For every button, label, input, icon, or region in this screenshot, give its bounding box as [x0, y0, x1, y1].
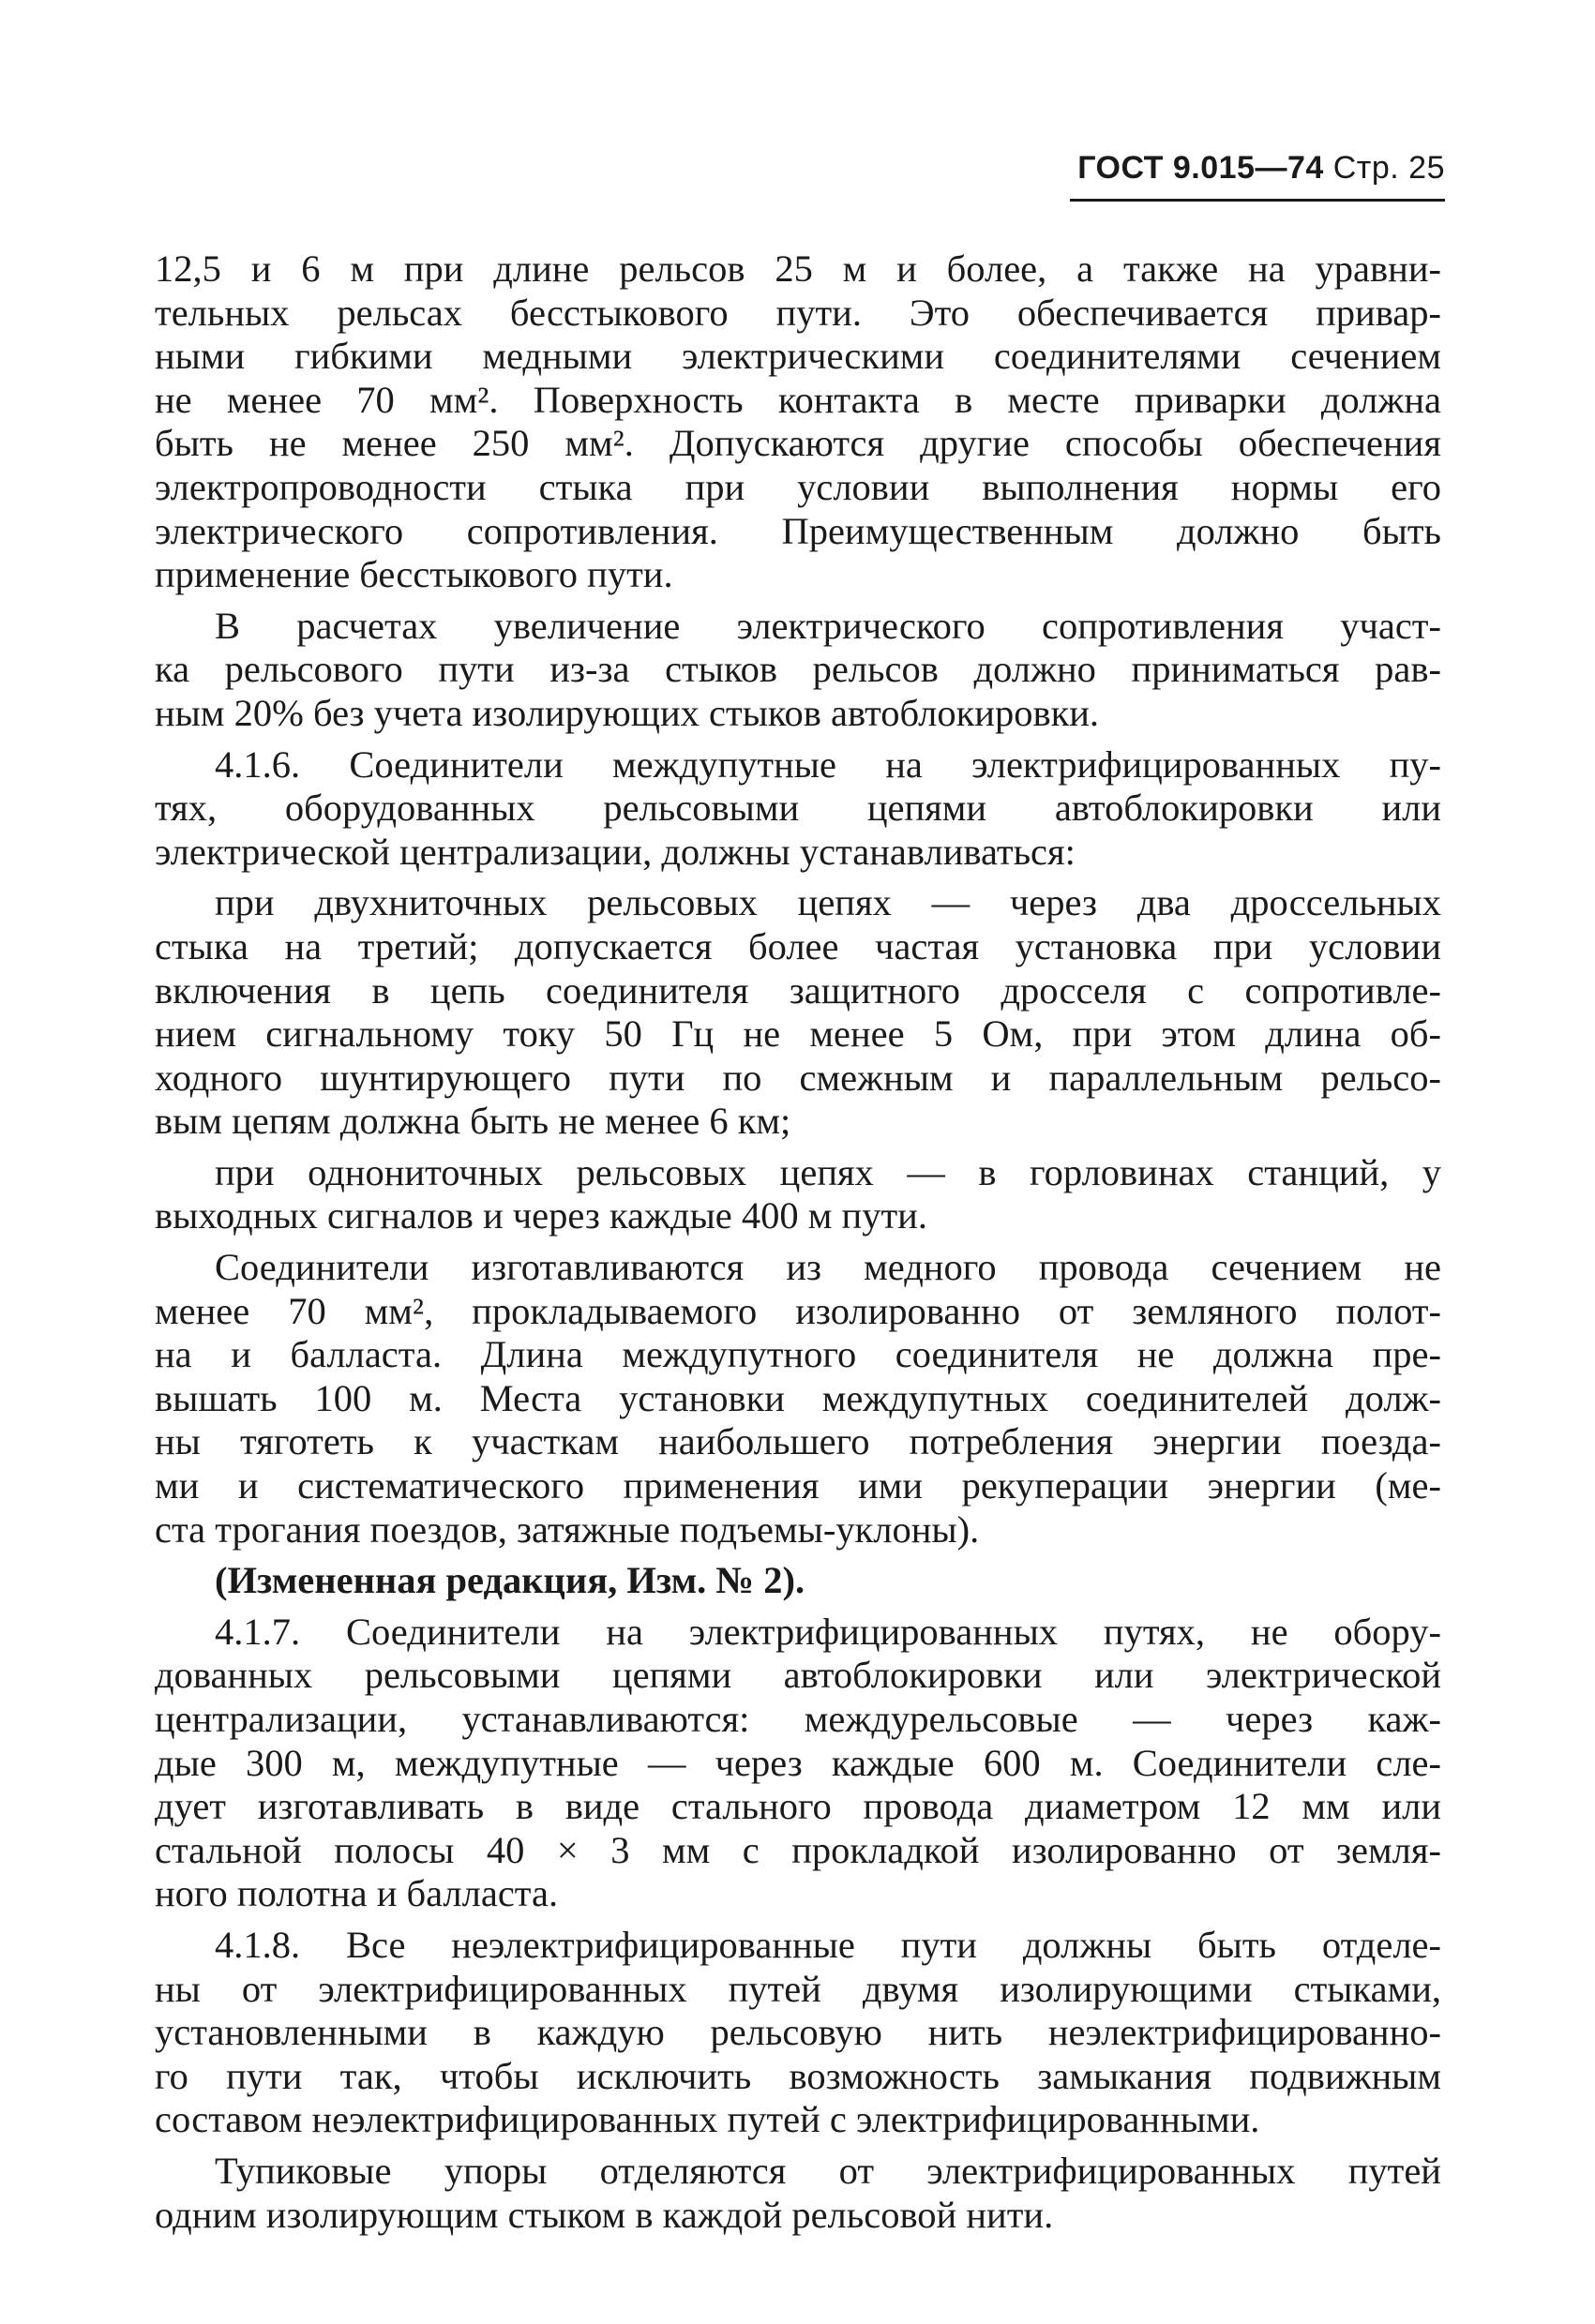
text-line: Тупиковые упоры отделяются от электрифицированных путей — [215, 2149, 1441, 2192]
text-line: В расчетах увеличение электрического сопротивления участ- — [215, 604, 1441, 647]
text-line: ными гибкими медными электрическими соединителями сечением — [155, 335, 1441, 378]
text-line: электрической централизации, должны устанавливаться: — [155, 830, 1076, 873]
text-line: быть не менее 250 мм². Допускаются другие способы обеспечения — [155, 422, 1441, 465]
text-line: ми и систематического применения ими рекуперации энергии (ме- — [155, 1464, 1441, 1507]
text-line: стыка на третий; допускается более частая установка при условии — [155, 924, 1441, 967]
text-line: составом неэлектрифицированных путей с электрифицированными. — [155, 2098, 1260, 2141]
text-line: централизации, устанавливаются: междурельсовые — через каж- — [155, 1698, 1441, 1740]
text-line: при однониточных рельсовых цепях — в горловинах станций, у — [215, 1150, 1441, 1193]
text-line: 4.1.8. Все неэлектрифицированные пути должны быть отделе- — [215, 1923, 1441, 1966]
paragraph — [155, 605, 1441, 736]
text-line: ста трогания поездов, затяжные подъемы-уклоны). — [155, 1507, 980, 1551]
text-line: применение бесстыкового пути. — [155, 553, 673, 596]
text-line: ны тяготеть к участкам наибольшего потребления энергии поезда- — [155, 1420, 1441, 1463]
text-line: при двухниточных рельсовых цепях — через два дроссельных — [215, 881, 1441, 924]
page-header — [1051, 150, 1445, 187]
text-line: дые 300 м, междупутные — через каждые 600 м. Соединители сле- — [155, 1741, 1441, 1784]
paragraph — [155, 1611, 1441, 1916]
text-line: одним изолирующим стыком в каждой рельсовой нити. — [155, 2193, 1054, 2236]
text-line: ны от электрифицированных путей двумя изолирующими стыками, — [155, 1967, 1441, 2010]
text-line: включения в цепь соединителя защитного дросселя с сопротивле- — [155, 968, 1441, 1012]
text-line: нием сигнальному току 50 Гц не менее 5 Ом, при этом длина об- — [155, 1012, 1441, 1056]
paragraph — [155, 2150, 1441, 2237]
text-line: выходных сигналов и через каждые 400 м пути. — [155, 1194, 927, 1237]
text-line: 12,5 и 6 м при длине рельсов 25 м и более, а также на уравни- — [155, 247, 1441, 290]
text-line: 4.1.6. Соединители междупутные на электрифицированных пу- — [215, 742, 1441, 786]
text-line: ка рельсового пути из-за стыков рельсов должно приниматься рав- — [155, 648, 1441, 691]
body-text — [155, 247, 1441, 2237]
text-line: ного полотна и балласта. — [155, 1872, 559, 1915]
text-line: Соединители изготавливаются из медного провода сечением не — [215, 1246, 1441, 1289]
text-line: го пути так, чтобы исключить возможность замыкания подвижным — [155, 2054, 1441, 2097]
text-line: электропроводности стыка при условии выполнения нормы его — [155, 465, 1441, 508]
text-line: тельных рельсах бесстыкового пути. Это обеспечивается привар- — [155, 291, 1441, 334]
paragraph — [155, 881, 1441, 1144]
text-line: (Измененная редакция, Изм. № 2). — [215, 1559, 805, 1602]
text-line: стальной полосы 40 × 3 мм с прокладкой изолированно от земля- — [155, 1828, 1441, 1871]
text-line: менее 70 мм², прокладываемого изолированно от земляного полот- — [155, 1289, 1441, 1332]
text-line: 4.1.7. Соединители на электрифицированных путях, не обору- — [215, 1610, 1441, 1653]
paragraph — [155, 1924, 1441, 2142]
text-line: установленными в каждую рельсовую нить неэлектрифицированно- — [155, 2011, 1441, 2054]
text-line: тях, оборудованных рельсовыми цепями автоблокировки или — [155, 787, 1441, 830]
header-rule — [1070, 199, 1445, 202]
text-line: вышать 100 м. Места установки междупутных соединителей долж- — [155, 1376, 1441, 1419]
paragraph — [155, 1151, 1441, 1238]
paragraph — [155, 1246, 1441, 1552]
text-line: ным 20% без учета изолирующих стыков автоблокировки. — [155, 691, 1100, 734]
paragraph — [155, 743, 1441, 875]
page-number: Стр. 25 — [1332, 150, 1445, 186]
amendment-note — [155, 1559, 1441, 1603]
text-line: вым цепям должна быть не менее 6 км; — [155, 1100, 791, 1143]
text-line: дованных рельсовыми цепями автоблокировки или электрической — [155, 1654, 1441, 1697]
text-line: дует изготавливать в виде стального провода диаметром 12 мм или — [155, 1785, 1441, 1828]
text-line: на и балласта. Длина междупутного соединителя не должна пре- — [155, 1333, 1441, 1376]
standard-number: ГОСТ 9.015—74 — [1077, 150, 1324, 186]
text-line: не менее 70 мм². Поверхность контакта в месте приварки должна — [155, 378, 1441, 421]
paragraph — [155, 247, 1441, 597]
text-line: ходного шунтирующего пути по смежным и параллельным рельсо- — [155, 1056, 1441, 1099]
text-line: электрического сопротивления. Преимущественным должно быть — [155, 509, 1441, 552]
